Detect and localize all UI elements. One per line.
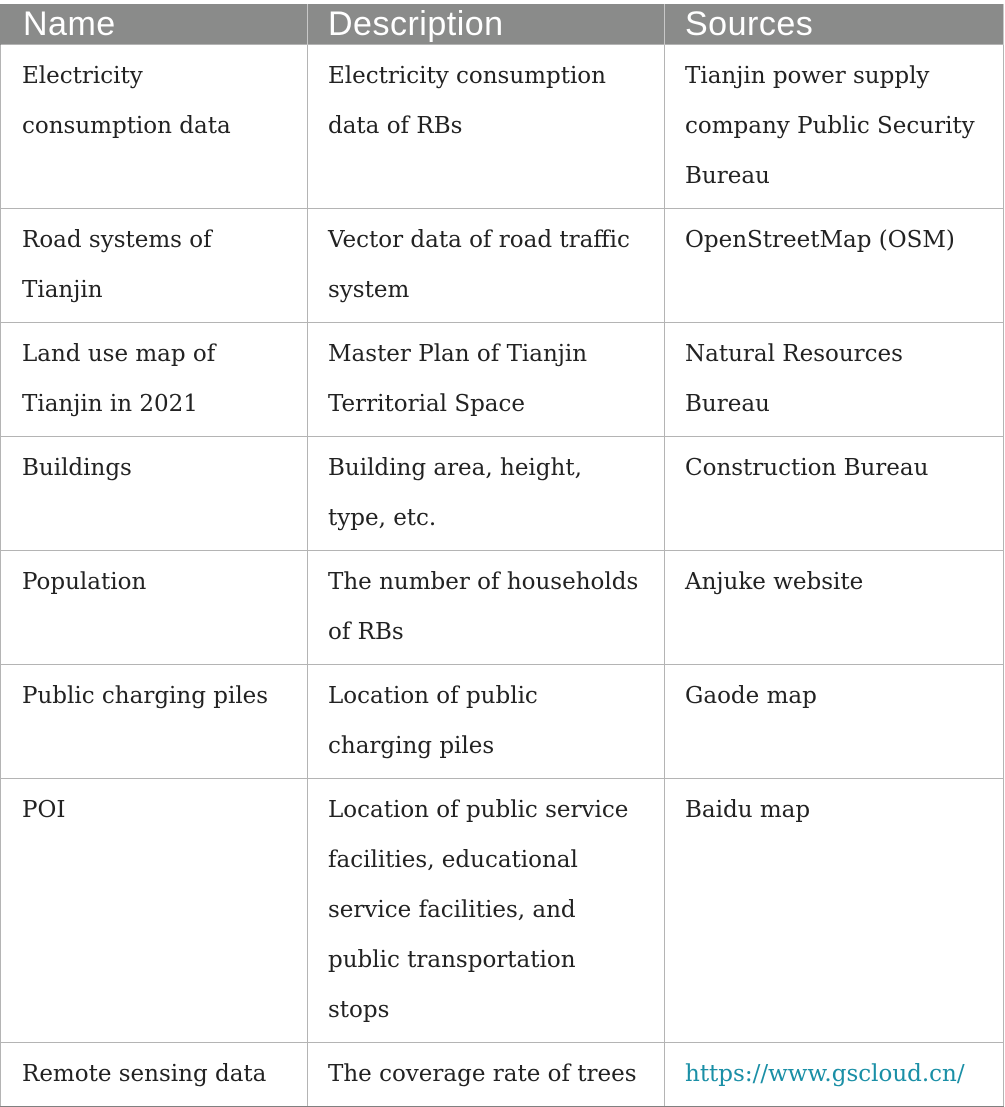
header-sources: Sources [665,4,1004,45]
cell-description: Location of public charging piles [308,665,665,779]
cell-description: Electricity consumption data of RBs [308,45,665,209]
cell-source: Natural Resources Bureau [665,323,1004,437]
header-row [1,4,1004,45]
table-row [1,665,1004,779]
table-row [1,209,1004,323]
header-name: Name [1,4,308,45]
table-row [1,45,1004,209]
header-description: Description [308,4,665,45]
table-row [1,551,1004,665]
cell-description: The number of households of RBs [308,551,665,665]
table-row [1,779,1004,1043]
cell-source: Baidu map [665,779,1004,1043]
cell-description: Vector data of road traffic system [308,209,665,323]
cell-name: Buildings [1,437,308,551]
table-row [1,437,1004,551]
gscloud-link[interactable]: https://www.gscloud.cn/ [685,1061,965,1087]
cell-name: Population [1,551,308,665]
cell-name: Remote sensing data [1,1043,308,1107]
table-row [1,1043,1004,1107]
table-row [1,323,1004,437]
cell-name: Public charging piles [1,665,308,779]
cell-name: Electricity consumption data [1,45,308,209]
cell-description: Location of public service facilities, educational service facilities, and public transportation stops [308,779,665,1043]
cell-description: Building area, height, type, etc. [308,437,665,551]
cell-description: The coverage rate of trees [308,1043,665,1107]
cell-name: Road systems of Tianjin [1,209,308,323]
cell-source: Gaode map [665,665,1004,779]
data-sources-table [0,4,1004,1107]
cell-source: Construction Bureau [665,437,1004,551]
cell-source [665,1043,1004,1107]
cell-name: POI [1,779,308,1043]
cell-source: OpenStreetMap (OSM) [665,209,1004,323]
cell-name: Land use map of Tianjin in 2021 [1,323,308,437]
cell-source: Tianjin power supply company Public Security Bureau [665,45,1004,209]
cell-description: Master Plan of Tianjin Territorial Space [308,323,665,437]
cell-source: Anjuke website [665,551,1004,665]
